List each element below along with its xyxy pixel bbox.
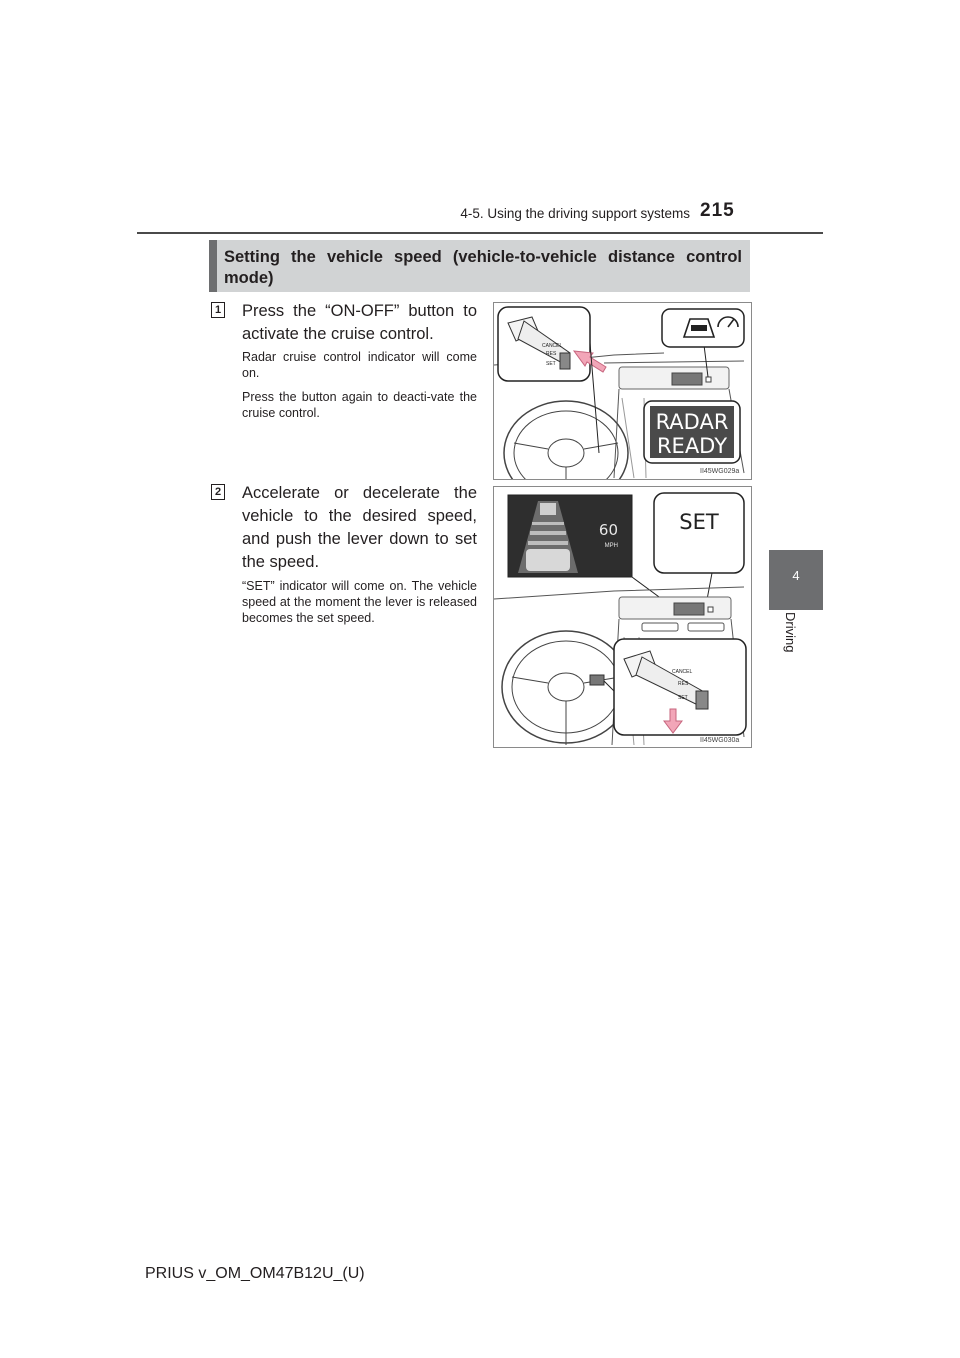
header-rule xyxy=(137,232,823,234)
figure-2-code: II45WG030a xyxy=(700,737,740,744)
lever-label-res-2: RES xyxy=(678,681,689,687)
lever-label-cancel: CANCEL xyxy=(542,343,563,349)
figure-radar-ready-illustration xyxy=(494,303,751,479)
set-speed-value: 60 xyxy=(598,521,618,539)
running-header-section: 4-5. Using the driving support systems xyxy=(460,206,690,221)
step-1-note-1: Radar cruise control indicator will come on. xyxy=(242,350,477,380)
chapter-label-wrap xyxy=(782,612,798,668)
section-title xyxy=(224,247,742,289)
step-number-2: 2 xyxy=(211,484,225,500)
section-title-line2: mode) xyxy=(224,269,274,287)
set-indicator-text: SET xyxy=(679,510,719,534)
figure-1-code: II45WG029a xyxy=(700,468,740,475)
lever-label-res: RES xyxy=(546,351,557,357)
step-2-text: Accelerate or decelerate the vehicle to the desired speed, and push the lever down to set the speed. xyxy=(242,484,477,571)
figure-set-speed xyxy=(493,486,752,748)
lever-label-set: SET xyxy=(546,361,556,367)
page-number: 215 xyxy=(700,200,735,221)
set-speed-unit: MPH xyxy=(604,543,618,549)
step-1-text: Press the “ON-OFF” button to activate the cruise control. xyxy=(242,302,477,343)
step-number-1: 1 xyxy=(211,302,225,318)
footer-doc-id: PRIUS v_OM_OM47B12U_(U) xyxy=(145,1265,365,1282)
chapter-number: 4 xyxy=(792,568,800,583)
radar-display-line1: RADAR xyxy=(655,410,729,434)
lever-label-set-2: SET xyxy=(678,695,688,701)
section-header-bar xyxy=(209,240,217,292)
figure-set-speed-illustration xyxy=(494,487,751,747)
step-1-note-2: Press the button again to deacti-vate the cruise control. xyxy=(242,390,477,420)
section-title-line1: Setting the vehicle speed (vehicle-to-vehicle distance control xyxy=(224,248,742,266)
step-2-note-1: “SET” indicator will come on. The vehicle speed at the moment the lever is released becomes the set speed. xyxy=(242,579,477,625)
figure-radar-ready xyxy=(493,302,752,480)
lever-label-cancel-2: CANCEL xyxy=(672,669,693,675)
radar-display-line2: READY xyxy=(656,434,728,458)
chapter-label: Driving xyxy=(783,612,798,653)
